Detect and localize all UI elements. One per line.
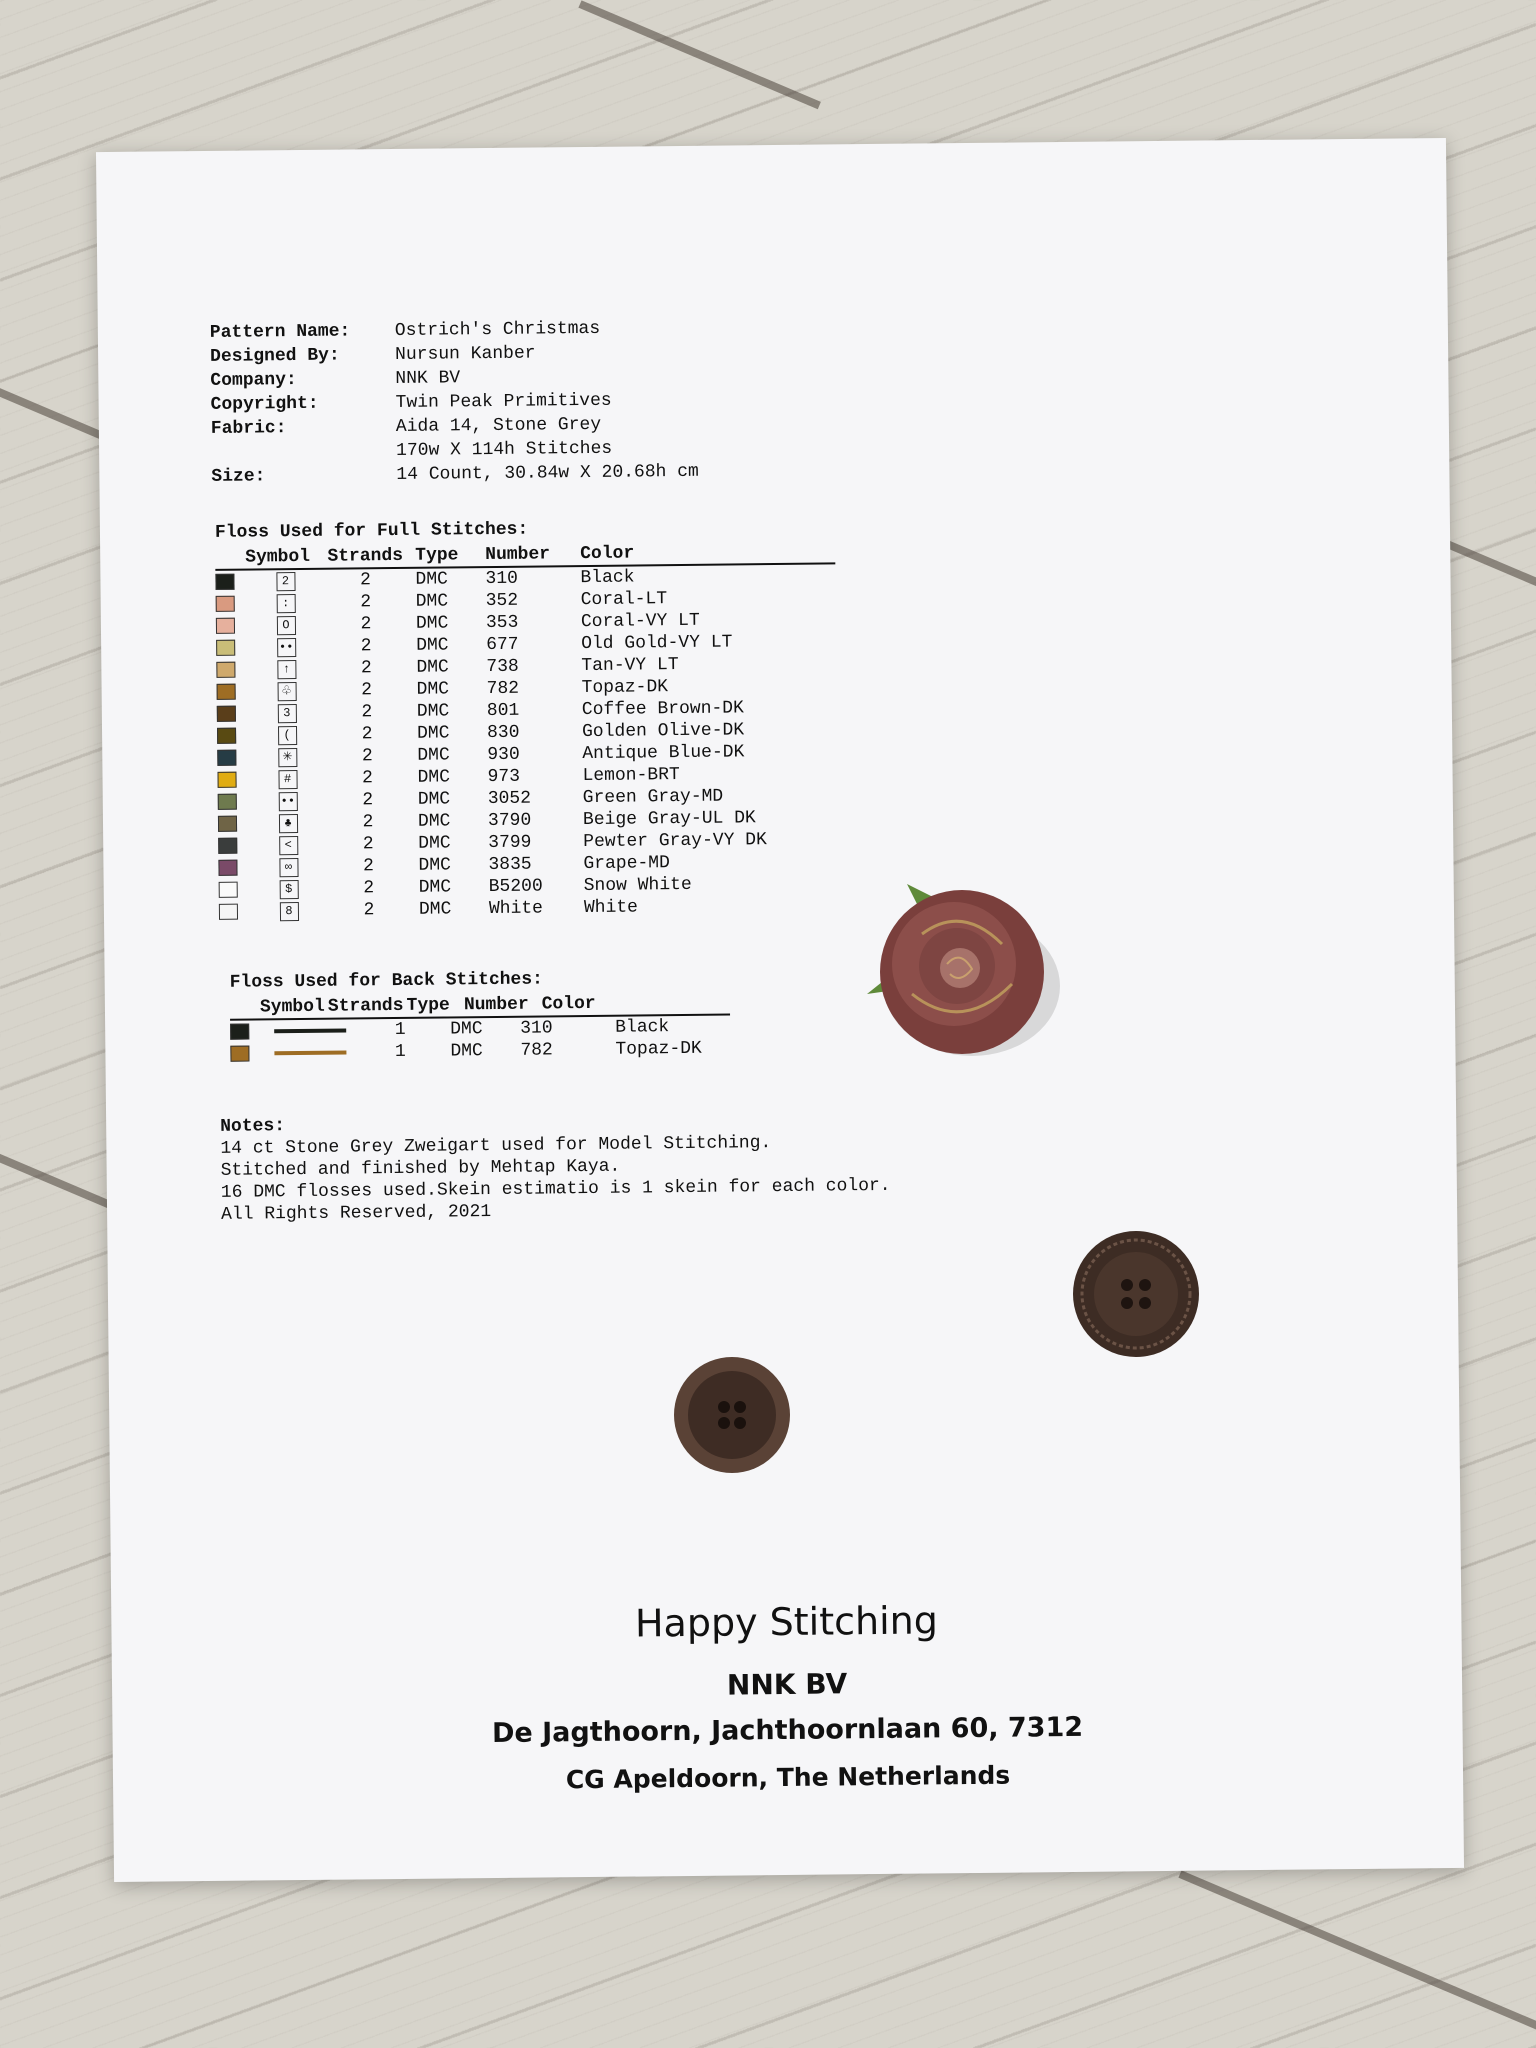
wooden-button [672, 1355, 792, 1475]
notes-line: 16 DMC flosses used.Skein estimatio is 1 skein for each color. [220, 1175, 891, 1203]
color-swatch [217, 750, 236, 766]
info-key: Size: [211, 466, 266, 487]
type-cell: DMC [418, 899, 452, 920]
type-cell: DMC [450, 1041, 483, 1062]
number-cell: 310 [520, 1018, 553, 1039]
type-cell: DMC [415, 569, 448, 590]
info-value: Twin Peak Primitives [395, 390, 612, 413]
info-value: Ostrich's Christmas [394, 318, 601, 341]
stitch-symbol: < [279, 836, 298, 855]
stitch-symbol: ♣ [278, 814, 297, 833]
strands-cell: 2 [363, 900, 375, 921]
backstitch-line [274, 1051, 346, 1056]
color-name-cell: Lemon-BRT [582, 765, 680, 787]
stitch-symbol: $ [279, 880, 298, 899]
symbol-cell [257, 747, 317, 767]
strands-cell: 2 [360, 658, 372, 679]
swatch-cell [218, 793, 258, 809]
color-name-cell: White [583, 897, 639, 919]
col-color: Color [580, 543, 635, 565]
strands-cell: 2 [360, 636, 372, 657]
plank-seam [1178, 1870, 1536, 2034]
stitch-symbol: # [278, 770, 297, 789]
color-name-cell: Black [615, 1017, 670, 1038]
info-row [211, 460, 699, 489]
symbol-cell [256, 637, 316, 657]
color-swatch [230, 1046, 249, 1062]
color-swatch [216, 640, 235, 656]
color-name-cell: Coral-VY LT [580, 610, 700, 633]
color-name-cell: Snow White [583, 874, 692, 897]
strands-cell: 1 [394, 1019, 406, 1041]
paper-rose [862, 874, 1062, 1074]
type-cell: DMC [450, 1019, 483, 1040]
symbol-cell [258, 791, 318, 811]
stitch-symbol: •• [277, 638, 296, 657]
footer-greeting: Happy Stitching [634, 1598, 939, 1646]
swatch-cell [218, 837, 258, 853]
number-cell: 353 [485, 612, 519, 634]
color-name-cell: Topaz-DK [581, 677, 669, 699]
notes-line: Stitched and finished by Mehtap Kaya. [220, 1156, 621, 1181]
number-cell: 352 [485, 590, 519, 612]
color-name-cell: Beige Gray-UL DK [582, 808, 756, 831]
color-name-cell: Grape-MD [583, 853, 670, 875]
color-name-cell: Coffee Brown-DK [581, 698, 744, 721]
strands-cell: 2 [361, 724, 373, 745]
type-cell: DMC [416, 701, 450, 722]
symbol-cell [255, 571, 315, 591]
color-name-cell: Golden Olive-DK [581, 720, 745, 743]
type-cell: DMC [417, 789, 451, 810]
color-swatch [216, 596, 235, 612]
type-cell: DMC [418, 855, 451, 876]
col-strands: Strands [327, 545, 404, 567]
info-value: 14 Count, 30.84w X 20.68h cm [396, 461, 699, 485]
info-key: Designed By: [210, 345, 340, 367]
swatch-cell [215, 573, 255, 589]
swatch-cell [230, 1045, 270, 1061]
notes-section [220, 1109, 891, 1226]
swatch-cell [216, 639, 256, 655]
strands-cell: 1 [394, 1041, 406, 1063]
stitch-symbol: ↑ [277, 660, 296, 679]
stitch-symbol: 8 [279, 902, 298, 921]
col-strands: Strands [327, 995, 404, 1017]
color-swatch [218, 794, 237, 810]
swatch-cell [216, 661, 256, 677]
info-key: Fabric: [210, 418, 287, 439]
notes-line: 14 ct Stone Grey Zweigart used for Model Stitching. [220, 1133, 772, 1159]
stitch-symbol: : [276, 594, 295, 613]
type-cell: DMC [415, 591, 449, 612]
symbol-cell [258, 813, 318, 833]
strands-cell: 2 [362, 834, 374, 855]
number-cell: 782 [520, 1040, 553, 1061]
color-swatch [217, 684, 236, 700]
number-cell: 973 [487, 766, 521, 788]
col-color: Color [541, 993, 596, 1015]
swatch-cell [218, 815, 258, 831]
color-name-cell: Topaz-DK [615, 1038, 702, 1060]
info-key: Company: [210, 370, 297, 391]
color-swatch [216, 662, 235, 678]
info-value: Nursun Kanber [395, 343, 536, 365]
color-name-cell: Old Gold-VY LT [581, 632, 733, 655]
stitch-symbol: ♧ [277, 682, 296, 701]
symbol-cell [258, 835, 318, 855]
type-cell: DMC [416, 723, 450, 744]
number-cell: 3835 [488, 854, 532, 876]
stitch-symbol: O [276, 616, 295, 635]
color-name-cell: Green Gray-MD [582, 786, 724, 809]
stitch-symbol: 3 [277, 704, 296, 723]
pattern-info [210, 316, 699, 489]
notes-title: Notes: [220, 1116, 286, 1137]
type-cell: DMC [417, 767, 451, 788]
full-stitches-title: Floss Used for Full Stitches: [214, 519, 529, 543]
stitch-symbol: •• [278, 792, 297, 811]
swatch-cell [216, 617, 256, 633]
swatch-cell [217, 683, 257, 699]
strands-cell: 2 [363, 878, 375, 899]
col-number: Number [485, 544, 551, 566]
col-type: Type [415, 545, 459, 566]
symbol-cell [256, 593, 316, 613]
footer-company: NNK BV [726, 1667, 848, 1702]
symbol-cell [257, 681, 317, 701]
strands-cell: 2 [362, 768, 374, 789]
swatch-cell [219, 881, 259, 897]
type-cell: DMC [416, 635, 449, 656]
symbol-cell [257, 769, 317, 789]
number-cell: 801 [486, 700, 520, 722]
strands-cell: 2 [362, 812, 374, 833]
number-cell: B5200 [488, 876, 543, 898]
col-number: Number [463, 994, 529, 1016]
strands-cell: 2 [362, 790, 374, 811]
swatch-cell [217, 705, 257, 721]
strands-cell: 2 [361, 702, 373, 723]
col-symbol: Symbol [259, 996, 325, 1018]
number-cell: White [488, 898, 544, 920]
color-name-cell: Pewter Gray-VY DK [583, 830, 767, 853]
strands-cell: 2 [360, 614, 372, 635]
color-name-cell: Black [580, 567, 635, 589]
swatch-cell [217, 727, 257, 743]
swatch-cell [230, 1023, 270, 1039]
stitch-symbol: ( [277, 726, 296, 745]
color-swatch [215, 574, 234, 590]
symbol-cell [257, 725, 317, 745]
symbol-cell [257, 703, 317, 723]
type-cell: DMC [416, 657, 449, 678]
color-swatch [218, 860, 237, 876]
plank-seam [578, 0, 820, 109]
strands-cell: 2 [359, 570, 371, 591]
number-cell: 3790 [487, 810, 532, 832]
stitch-symbol: 2 [276, 572, 295, 591]
info-key: Pattern Name: [209, 321, 351, 343]
number-cell: 3799 [488, 832, 532, 854]
swatch-cell [218, 859, 258, 875]
number-cell: 677 [486, 634, 519, 656]
number-cell: 738 [486, 656, 519, 678]
info-value: 170w X 114h Stitches [396, 438, 613, 461]
symbol-cell [270, 1029, 350, 1034]
color-swatch [217, 706, 236, 722]
symbol-cell [256, 659, 316, 679]
strands-cell: 2 [361, 746, 373, 767]
stitch-symbol: ∞ [279, 858, 298, 877]
color-name-cell: Antique Blue-DK [582, 742, 745, 765]
notes-line: All Rights Reserved, 2021 [221, 1202, 492, 1225]
swatch-cell [219, 903, 259, 919]
col-type: Type [406, 995, 450, 1016]
color-swatch [219, 904, 238, 920]
strands-cell: 2 [360, 592, 372, 613]
number-cell: 310 [485, 568, 518, 590]
color-swatch [219, 882, 238, 898]
type-cell: DMC [415, 613, 449, 634]
type-cell: DMC [417, 745, 450, 766]
symbol-cell [256, 615, 316, 635]
col-symbol: Symbol [245, 546, 311, 568]
strands-cell: 2 [361, 680, 373, 701]
back-stitches-table [230, 990, 846, 1064]
backstitch-line [274, 1029, 346, 1034]
swatch-cell [217, 749, 257, 765]
wooden-button [1070, 1228, 1202, 1360]
info-value: NNK BV [395, 368, 461, 389]
pattern-sheet [96, 138, 1464, 1882]
strands-cell: 2 [362, 856, 374, 877]
symbol-cell [270, 1051, 350, 1056]
type-cell: DMC [418, 833, 451, 854]
swatch-cell [216, 595, 256, 611]
number-cell: 782 [486, 678, 520, 700]
color-swatch [217, 728, 236, 744]
info-value: Aida 14, Stone Grey [395, 414, 602, 437]
color-swatch [216, 618, 235, 634]
back-stitches-title: Floss Used for Back Stitches: [229, 969, 544, 993]
symbol-cell [258, 857, 318, 877]
color-swatch [218, 816, 237, 832]
number-cell: 3052 [487, 788, 532, 810]
symbol-cell [259, 879, 319, 899]
color-name-cell: Tan-VY LT [581, 655, 679, 677]
info-key: Copyright: [210, 393, 319, 415]
color-swatch [217, 772, 236, 788]
swatch-cell [217, 771, 257, 787]
color-swatch [230, 1024, 249, 1040]
stitch-symbol: ✳ [278, 748, 297, 767]
type-cell: DMC [418, 877, 452, 898]
type-cell: DMC [416, 679, 450, 700]
color-swatch [218, 838, 237, 854]
number-cell: 830 [486, 722, 520, 744]
footer-address-line2: CG Apeldoorn, The Netherlands [565, 1760, 1011, 1795]
type-cell: DMC [417, 811, 451, 832]
footer-address-line1: De Jagthoorn, Jachthoornlaan 60, 7312 [491, 1711, 1084, 1750]
number-cell: 930 [487, 744, 520, 766]
info-key [211, 439, 396, 465]
color-name-cell: Coral-LT [580, 589, 668, 611]
symbol-cell [259, 901, 319, 921]
full-stitches-table [215, 540, 839, 922]
